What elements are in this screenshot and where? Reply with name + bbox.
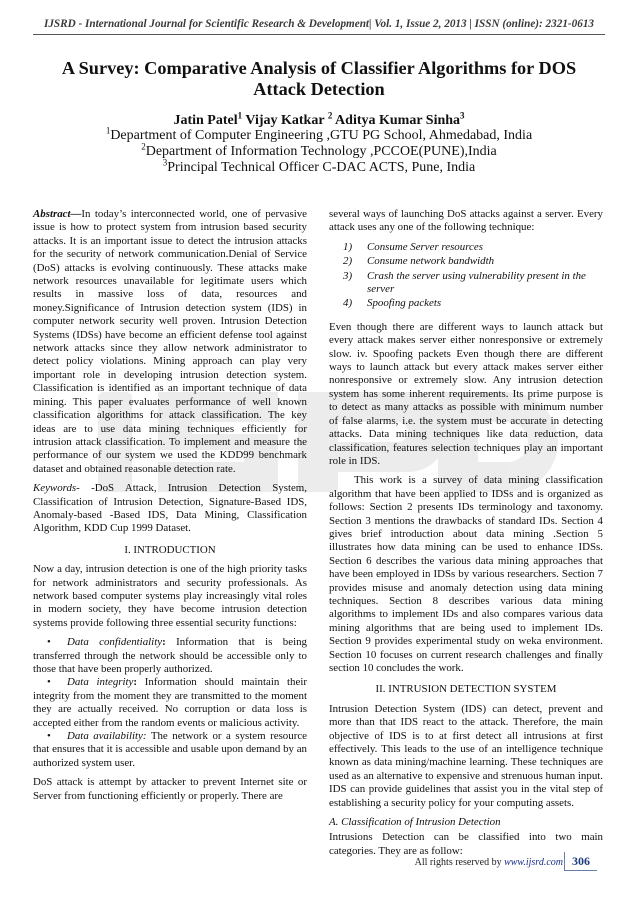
author-sup: 2 (327, 110, 333, 121)
footer (415, 857, 563, 868)
header-rule (33, 34, 605, 35)
affiliation-text: Principal Technical Officer C-DAC ACTS, Pune, India (167, 160, 476, 175)
left-column (33, 208, 307, 809)
affiliation-sup: 3 (162, 157, 168, 168)
author-sup: 1 (237, 110, 243, 121)
paragraph: DoS attack is attempt by attacker to prevent Internet site or Server from functioning efficiently or properly. There are (33, 776, 307, 802)
section-heading: II. INTRUSION DETECTION SYSTEM (375, 683, 557, 696)
list-item (33, 730, 307, 770)
author-sup: 3 (460, 110, 465, 121)
keywords-text: -DoS Attack, Intrusion Detection System, Classification of Intrusion Detection, Signature-Based IDS, Anomaly-based -Based IDS, Data Mining, Classification Algorithm, KDD Cup 1999 Dataset. (33, 482, 307, 535)
affiliation (40, 157, 598, 176)
page-number: 306 (564, 852, 597, 871)
author-name: Jatin Patel (173, 113, 238, 128)
list-item (329, 270, 603, 297)
list-number: 1) (343, 240, 353, 253)
affiliation (40, 125, 598, 144)
right-column (329, 208, 603, 864)
footer-text: All rights reserved by (414, 857, 505, 868)
list-item (329, 241, 603, 254)
list-item (33, 676, 307, 730)
list-number: 4) (343, 297, 353, 310)
bullet-term: Data confidentiality (67, 636, 163, 649)
abstract (33, 208, 307, 476)
list-item (329, 255, 603, 268)
bullet-icon: • (47, 730, 51, 743)
paper-title: A Survey: Comparative Analysis of Classifier Algorithms for DOS Attack Detection (61, 58, 577, 99)
author-name: Aditya Kumar Sinha (335, 113, 461, 128)
author-line (40, 110, 598, 129)
affiliation-sup: 1 (105, 125, 111, 136)
paragraph: several ways of launching DoS attacks against a server. Every attack uses any one of the following technique: (329, 208, 603, 234)
keywords-label: Keywords- (33, 482, 80, 495)
bullet-text: The network or a system resource that ensures that it is accessible and usable upon demand by an authorized system user. (33, 730, 307, 769)
keywords (33, 482, 307, 536)
affiliation-text: Department of Computer Engineering ,GTU PG School, Ahmedabad, India (110, 128, 533, 143)
bullet-term: Data integrity (67, 676, 134, 689)
bullet-term: Data availability: (67, 730, 147, 743)
paragraph: Even though there are different ways to launch attack but every attack makes server either nonresponsive or extremely slow. iv. Spoofing packets Even though there are different ways to launch attack but every attack makes server either nonresponsive or extremely slow. Any intrusion detection system has some inherent requirements. Its prime purpose is to detect as many attacks as possible with minimum number of false alarms, i.e. the system must be accurate in detecting attacks. Data mining techniques like data reduction, data classification, features selection techniques play an important role in IDS. (329, 320, 603, 467)
abstract-text: In today’s interconnected world, one of pervasive issue is how to protect system from intrusion based security attacks. It is an important issue to detect the intrusion attacks for the security of network communication.Denial of Service (DoS) attacks is evolving continuously. These attacks make network resources unavailable for legitimate users which results in massive loss of data, resources and money.Significance of Intrusion detection system (IDS) in computer network security well proven. Intrusion Detection Systems (IDSs) have become an efficient defense tool against network attacks since they allow network administrator to detect policy violations. Mining approach can play very important role in developing intrusion detection system. Classification is identified as an important technique of data mining. This paper evaluates performance of well known classification algorithms for attack classification. The key ideas are to use data mining techniques efficiently for intrusion attack classification. To implement and measure the performance of our system we used the KDD99 benchmark dataset and obtained reasonable detection rate. (33, 208, 307, 475)
footer-link[interactable]: www.ijsrd.com (504, 857, 563, 868)
section-heading: I. INTRODUCTION (124, 543, 216, 556)
list-number: 2) (343, 255, 353, 268)
list-text: Spoofing packets (367, 297, 442, 310)
list-item (33, 636, 307, 676)
affiliation (40, 141, 598, 160)
list-text: Consume Server resources (367, 240, 483, 253)
bullet-sep: : (133, 676, 138, 689)
list-number: 3) (343, 269, 353, 282)
bullet-icon: • (47, 676, 51, 689)
abstract-label: Abstract— (33, 208, 82, 220)
subsection-heading: A. Classification of Intrusion Detection (329, 816, 501, 829)
paragraph: Intrusions Detection can be classified into two main categories. They are as follow: (329, 831, 603, 857)
bullet-text: Information that is being transferred through the network should be accessible only to those that have been properly authorized. (33, 636, 307, 675)
bullet-icon: • (47, 636, 51, 649)
paragraph: Now a day, intrusion detection is one of the high priority tasks for network administrators and security professionals. As network based computer systems play increasingly vital roles in modern society, they have become intrusion detection systems provide following three essential security functions: (33, 563, 307, 629)
list-text: Crash the server using vulnerability present in the server (367, 269, 586, 296)
bullet-sep: : (162, 636, 166, 649)
paragraph: This work is a survey of data mining classification algorithm that have been applied to IDSs and is organized as follows: Section 2 presents IDs terminology and taxonomy. Section 3 mentions the drawbacks of standard IDs. Section 4 gives brief introduction about data mining .Section 5 illustrates how data mining can be used to enhance IDSs. Section 6 describes the various data mining approaches that have been employed in IDSs by various researchers. Section 7 provides misuse and anomaly detection using data mining techniques. Section 8 describes various data mining algorithms to implement IDs and also compares various data mining algorithms that are being used to implement IDs. Section 9 provides experimental study on weka environment. Section 10 focuses on current research challenges and finally section 10 concludes the work. (329, 474, 603, 674)
paragraph: Intrusion Detection System (IDS) can detect, prevent and more than that IDS react to the attack. Therefore, the main objective of IDS is to at first detect all intrusions at first effectively. This leads to the use of an intelligence technique known as data mining/machine learning. These techniques are used as an alternative to expensive and strenuous human input. IDS can provide guidelines that assist you in the vital step of establishing a security policy for your computing assets. (329, 702, 604, 809)
affiliation-sup: 2 (141, 141, 146, 152)
affiliation-text: Department of Information Technology ,PCCOE(PUNE),India (145, 144, 497, 159)
list-text: Consume network bandwidth (367, 255, 495, 268)
journal-header: IJSRD - International Journal for Scientific Research & Development| Vol. 1, Issue 2, 2013 | ISSN (online): 2321-0613 (43, 18, 595, 30)
list-item (329, 297, 603, 310)
author-name: Vijay Katkar (245, 113, 325, 128)
bullet-text: Information should maintain their integrity from the moment they are transmitted to the moment they are actually received. No corruption or data loss is accepted either from the random events or malicious activity. (33, 676, 307, 729)
technique-list (329, 241, 603, 311)
bullet-list (33, 636, 307, 770)
